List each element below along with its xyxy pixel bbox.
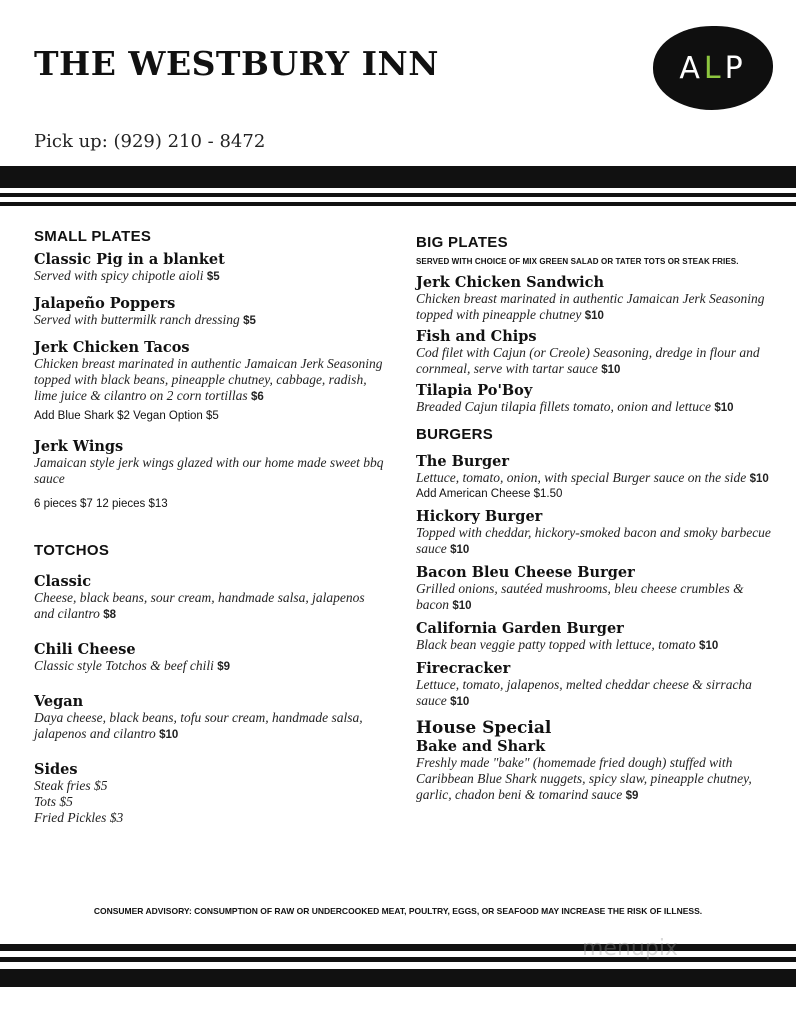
item-price: $10 <box>584 310 604 322</box>
item-description: Served with spicy chipotle aioli $5 <box>34 268 220 283</box>
item-description: Grilled onions, sautéed mushrooms, bleu cheese crumbles & bacon $10 <box>416 581 744 612</box>
menu-item <box>416 382 772 416</box>
item-description: Served with buttermilk ranch dressing $5 <box>34 312 256 327</box>
side-line: Tots $5 <box>34 794 73 809</box>
restaurant-title: THE WESTBURY INN <box>34 44 439 83</box>
divider-thin <box>0 202 796 206</box>
item-description: Daya cheese, black beans, tofu sour cream, handmade salsa, jalapenos and cilantro $10 <box>34 710 363 741</box>
item-price: $10 <box>450 544 470 556</box>
menu-item <box>416 328 772 378</box>
big-plates-heading: BIG PLATES <box>416 234 508 251</box>
item-name: The Burger <box>416 453 510 470</box>
item-description: Lettuce, tomato, jalapenos, melted cheddar cheese & sirracha sauce $10 <box>416 677 752 708</box>
item-description: Jamaican style jerk wings glazed with our home made sweet bbq sauce <box>34 455 384 486</box>
right-column <box>416 234 772 814</box>
menu-item <box>416 564 772 614</box>
alp-logo <box>653 26 773 110</box>
logo-letter-l: L <box>703 50 725 86</box>
left-column <box>34 228 384 836</box>
logo-letter-a: A <box>679 50 704 86</box>
item-name: Jalapeño Poppers <box>34 295 176 312</box>
menu-item <box>34 339 384 424</box>
item-description: Cod filet with Cajun (or Creole) Seasoning, dredge in flour and cornmeal, serve with tartar sauce $10 <box>416 345 760 376</box>
house-special-heading: House Special <box>416 718 552 738</box>
menu-item <box>34 573 384 623</box>
item-description: Lettuce, tomato, onion, with special Burger sauce on the side $10 <box>416 470 769 485</box>
divider-thick <box>0 166 796 188</box>
menu-item <box>34 295 384 329</box>
item-name: Bacon Bleu Cheese Burger <box>416 564 635 581</box>
item-name: Tilapia Po'Boy <box>416 382 533 399</box>
item-addons: Add Blue Shark $2 Vegan Option $5 <box>34 410 219 422</box>
item-name: Chili Cheese <box>34 641 136 658</box>
menu-item <box>34 438 384 512</box>
item-price: $9 <box>625 790 639 802</box>
item-price: $10 <box>714 402 734 414</box>
totchos-heading: TOTCHOS <box>34 542 110 559</box>
item-price: $6 <box>250 391 264 403</box>
consumer-advisory: CONSUMER ADVISORY: CONSUMPTION OF RAW OR UNDERCOOKED MEAT, POULTRY, EGGS, OR SEAFOOD MAY INCREASE THE RISK OF ILLNESS. <box>93 906 703 916</box>
side-line: Fried Pickles $3 <box>34 810 124 825</box>
menu-item <box>34 693 384 743</box>
menu-item <box>34 641 384 675</box>
item-name: Jerk Chicken Tacos <box>34 339 190 356</box>
item-pricing-options: 6 pieces $7 12 pieces $13 <box>34 498 168 510</box>
item-name: Firecracker <box>416 660 511 677</box>
burgers-heading: BURGERS <box>416 426 494 443</box>
item-price: $8 <box>103 609 117 621</box>
item-description: Chicken breast marinated in authentic Jamaican Jerk Seasoning topped with pineapple chutney $10 <box>416 291 765 322</box>
item-name: Vegan <box>34 693 84 710</box>
item-name: Classic Pig in a blanket <box>34 251 225 268</box>
small-plates-heading: SMALL PLATES <box>34 228 152 245</box>
divider-thin <box>0 193 796 197</box>
item-price: $10 <box>159 729 179 741</box>
item-name: Sides <box>34 761 78 778</box>
menu-item <box>416 508 772 558</box>
item-description: Cheese, black beans, sour cream, handmade salsa, jalapenos and cilantro $8 <box>34 590 365 621</box>
item-description: Classic style Totchos & beef chili $9 <box>34 658 231 673</box>
item-name: Bake and Shark <box>416 738 546 755</box>
item-name: Jerk Chicken Sandwich <box>416 274 605 291</box>
item-name: Hickory Burger <box>416 508 543 525</box>
menu-item <box>416 274 772 324</box>
item-price: $5 <box>243 315 256 327</box>
menupix-watermark: menupix <box>582 936 678 961</box>
item-description: Chicken breast marinated in authentic Jamaican Jerk Seasoning topped with black beans, pineapple chutney, cabbage, radish, lime juice & cilantro on 2 corn tortillas $6 <box>34 356 383 403</box>
item-name: Jerk Wings <box>34 438 124 455</box>
sides-item <box>34 761 384 826</box>
item-price: $10 <box>450 696 470 708</box>
side-line: Steak fries $5 <box>34 778 108 793</box>
top-divider-bars <box>0 166 796 206</box>
item-price: $10 <box>699 640 719 652</box>
pickup-phone: Pick up: (929) 210 - 8472 <box>34 131 266 152</box>
item-price: $10 <box>452 600 472 612</box>
item-addons: Add American Cheese $1.50 <box>416 488 563 500</box>
item-name: California Garden Burger <box>416 620 624 637</box>
menu-item <box>416 620 772 654</box>
divider-thick <box>0 969 796 987</box>
menu-item <box>34 251 384 285</box>
big-plates-note: SERVED WITH CHOICE OF MIX GREEN SALAD OR TATER TOTS OR STEAK FRIES. <box>416 257 739 266</box>
item-price: $10 <box>601 364 621 376</box>
item-price: $10 <box>749 473 769 485</box>
item-description: Breaded Cajun tilapia fillets tomato, onion and lettuce $10 <box>416 399 734 414</box>
menu-item <box>416 660 772 710</box>
item-price: $5 <box>206 271 220 283</box>
item-price: $9 <box>217 661 231 673</box>
item-description: Topped with cheddar, hickory-smoked bacon and smoky barbecue sauce $10 <box>416 525 771 556</box>
item-name: Fish and Chips <box>416 328 537 345</box>
item-description: Freshly made "bake" (homemade fried dough) stuffed with Caribbean Blue Shark nuggets, spicy slaw, pineapple chutney, garlic, chadon beni & tomarind sauce $9 <box>416 755 752 802</box>
item-name: Classic <box>34 573 92 590</box>
menu-item <box>416 453 772 502</box>
item-description: Black bean veggie patty topped with lettuce, tomato $10 <box>416 637 719 652</box>
logo-letter-p: P <box>724 50 747 86</box>
menu-item <box>416 738 772 804</box>
